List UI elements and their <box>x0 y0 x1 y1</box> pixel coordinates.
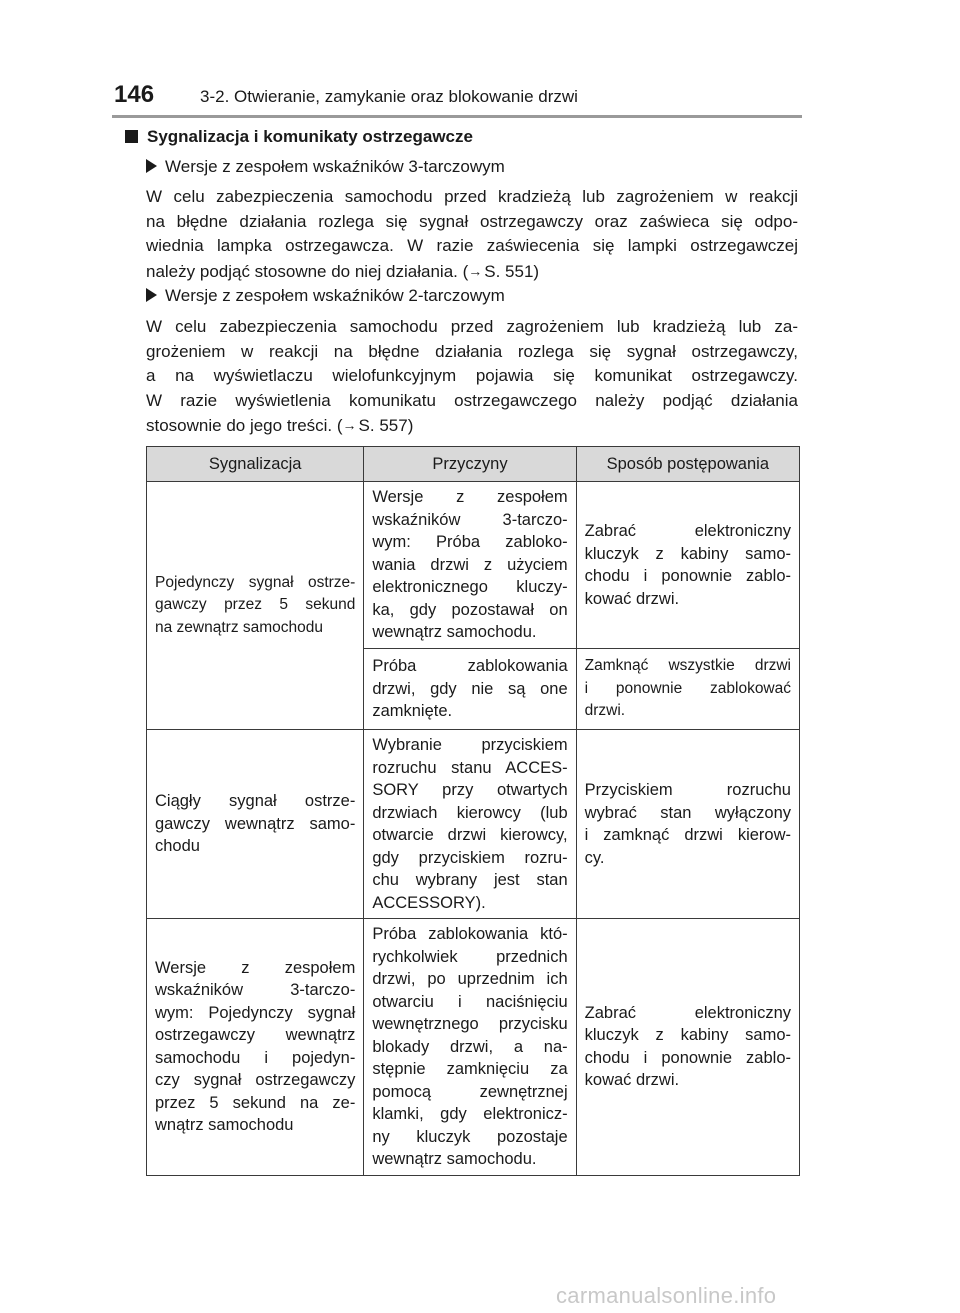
subsection-heading-2dial <box>146 285 505 307</box>
cell-line: i zamknąć drzwi kierow- <box>584 826 791 844</box>
warning-table <box>146 446 800 1176</box>
signal-cell <box>147 919 364 1176</box>
cell-line: Próba zablokowania któ- <box>372 925 568 943</box>
cell-line: chodu <box>155 837 200 856</box>
column-header-signal: Sygnalizacja <box>147 447 364 482</box>
column-header-action: Sposób postępowania <box>576 447 799 482</box>
page-reference-arrow-icon: → <box>342 417 357 433</box>
section-heading <box>125 126 473 148</box>
cell-line: drzwi, gdy nie są one <box>372 679 568 698</box>
cell-line: Zabrać elektroniczny <box>584 1003 791 1022</box>
action-cell <box>576 919 799 1176</box>
square-bullet-icon <box>125 130 138 143</box>
subsection-heading-text: Wersje z zespołem wskaźników 3-tarczowym <box>165 157 505 176</box>
cell-line: stępnie zamknięciu za <box>372 1060 568 1078</box>
table-header-row <box>147 447 800 482</box>
cell-line: wewnątrz samochodu. <box>372 623 537 642</box>
page-reference-link[interactable]: S. 557) <box>358 416 414 435</box>
cell-line: elektronicznego kluczy- <box>372 578 568 597</box>
page-header <box>112 80 802 112</box>
cell-line: wania drzwi z użyciem <box>372 555 568 574</box>
cause-cell <box>364 730 576 919</box>
cell-line: wskaźników 3-tarczo- <box>372 510 568 529</box>
cell-line: ACCESSORY). <box>372 893 486 912</box>
cell-line: chodu i ponownie zablo- <box>584 567 791 585</box>
paragraph-line: na błędne działania rozlega się sygnał ostrzegawczy oraz zaświeca się odpo- <box>146 211 798 231</box>
triangle-bullet-icon <box>146 288 157 302</box>
paragraph-line: a na wyświetlaczu wielofunkcyjnym pojawia się komunikat ostrzegawczy. <box>146 366 798 385</box>
cell-line: blokady drzwi, a na- <box>372 1037 568 1056</box>
paragraph-3dial <box>146 185 798 284</box>
cell-line: drzwi, po uprzednim ich <box>372 970 568 988</box>
cell-line: przez 5 sekund na ze- <box>155 1093 356 1112</box>
cell-line: kować drzwi. <box>584 589 680 608</box>
cell-line: wewnętrznego przycisku <box>372 1015 568 1033</box>
header-rule <box>112 115 802 118</box>
cell-line: gawczy wewnątrz samo- <box>155 814 356 833</box>
paragraph-line <box>146 259 798 285</box>
column-header-cause: Przyczyny <box>364 447 576 482</box>
cell-line: czy sygnał ostrzegawczy <box>155 1071 356 1090</box>
subsection-heading-3dial <box>146 156 505 178</box>
cause-cell <box>364 482 576 649</box>
page-reference-arrow-icon: → <box>468 262 483 279</box>
cell-line: Zabrać elektroniczny <box>584 522 791 540</box>
cause-cell <box>364 649 576 730</box>
paragraph-line <box>146 413 798 439</box>
table-row <box>147 730 800 919</box>
cell-line: Przyciskiem rozruchu <box>584 781 791 799</box>
paragraph-line: W celu zabezpieczenia samochodu przed kradzieżą lub zagrożeniem w reakcji <box>146 187 798 206</box>
cell-line: samochodu i pojedyn- <box>155 1048 356 1067</box>
cell-line: SORY przy otwartych <box>372 781 568 799</box>
paragraph-line: wiednia lampka ostrzegawcza. W razie zaświecenia się lampki ostrzegawczej <box>146 236 798 255</box>
cell-line: zamknięte. <box>372 702 453 721</box>
cell-line: ostrzegawczy wewnątrz <box>155 1026 356 1045</box>
cell-line: chodu i ponownie zablo- <box>584 1048 791 1067</box>
cell-line: ka, gdy pozostawał on <box>372 600 568 619</box>
cell-line: otwarciu i naciśnięciu <box>372 992 568 1011</box>
page-number: 146 <box>114 81 155 108</box>
cell-line: gawczy przez 5 sekund <box>155 596 356 614</box>
cell-line: Wybranie przyciskiem <box>372 736 568 754</box>
cell-line: na zewnątrz samochodu <box>155 618 324 636</box>
site-watermark: carmanualsonline.info <box>556 1283 777 1308</box>
cell-line: klamki, gdy elektronicz- <box>372 1105 568 1123</box>
cell-line: Pojedynczy sygnał ostrze- <box>155 573 356 591</box>
cell-line: rozruchu stanu ACCES- <box>372 758 568 777</box>
cell-line: wym: Próba zabloko- <box>372 533 568 552</box>
page-reference-link[interactable]: S. 551) <box>484 261 540 281</box>
cell-line: cy. <box>584 848 605 867</box>
paragraph-line: W celu zabezpieczenia samochodu przed zagrożeniem lub kradzieżą lub za- <box>146 317 798 336</box>
paragraph-2dial <box>146 315 798 439</box>
cell-line: wybrać stan wyłączony <box>584 803 791 822</box>
cause-cell <box>364 919 576 1176</box>
signal-cell <box>147 730 364 919</box>
table-row <box>147 482 800 649</box>
cell-line: wym: Pojedynczy sygnał <box>155 1003 356 1022</box>
paragraph-line-text: należy podjąć stosowne do niej działania. ( <box>146 261 469 281</box>
section-heading-text: Sygnalizacja i komunikaty ostrzegawcze <box>147 127 473 146</box>
action-cell <box>576 730 799 919</box>
chapter-title: 3-2. Otwieranie, zamykanie oraz blokowanie drzwi <box>200 87 578 106</box>
cell-line: Wersje z zespołem <box>155 958 356 977</box>
cell-line: wnątrz samochodu <box>155 1116 294 1135</box>
cell-line: kluczyk z kabiny samo- <box>584 1026 791 1045</box>
triangle-bullet-icon <box>146 159 157 173</box>
action-cell <box>576 649 799 730</box>
cell-line: ny kluczyk pozostaje <box>372 1127 568 1146</box>
cell-line: pomocą zewnętrznej <box>372 1082 568 1101</box>
cell-line: kować drzwi. <box>584 1071 680 1090</box>
paragraph-line: W razie wyświetlenia komunikatu ostrzegawczego należy podjąć działania <box>146 390 798 410</box>
cell-line: chu wybrany jest stan <box>372 871 568 889</box>
cell-line: Ciągły sygnał ostrze- <box>155 792 356 811</box>
cell-line: otwarcie drzwi kierowcy, <box>372 826 568 844</box>
cell-line: i ponownie zablokować <box>584 679 791 697</box>
cell-line: Zamknąć wszystkie drzwi <box>584 657 791 675</box>
subsection-heading-text: Wersje z zespołem wskaźników 2-tarczowym <box>165 286 505 305</box>
action-cell <box>576 482 799 649</box>
paragraph-line-text: stosownie do jego treści. ( <box>146 416 343 435</box>
cell-line: wskaźników 3-tarczo- <box>155 981 356 1000</box>
cell-line: drzwiach kierowcy (lub <box>372 803 568 822</box>
cell-line: drzwi. <box>584 702 626 720</box>
cell-line: kluczyk z kabiny samo- <box>584 544 791 563</box>
table-row <box>147 919 800 1176</box>
signal-cell <box>147 482 364 730</box>
cell-line: wewnątrz samochodu. <box>372 1150 537 1168</box>
cell-line: rychkolwiek przednich <box>372 947 568 966</box>
cell-line: gdy przyciskiem rozru- <box>372 848 568 867</box>
cell-line: Wersje z zespołem <box>372 488 568 507</box>
paragraph-line: grożeniem w reakcji na błędne działania rozlega się sygnał ostrzegawczy, <box>146 341 798 361</box>
cell-line: Próba zablokowania <box>372 657 568 676</box>
